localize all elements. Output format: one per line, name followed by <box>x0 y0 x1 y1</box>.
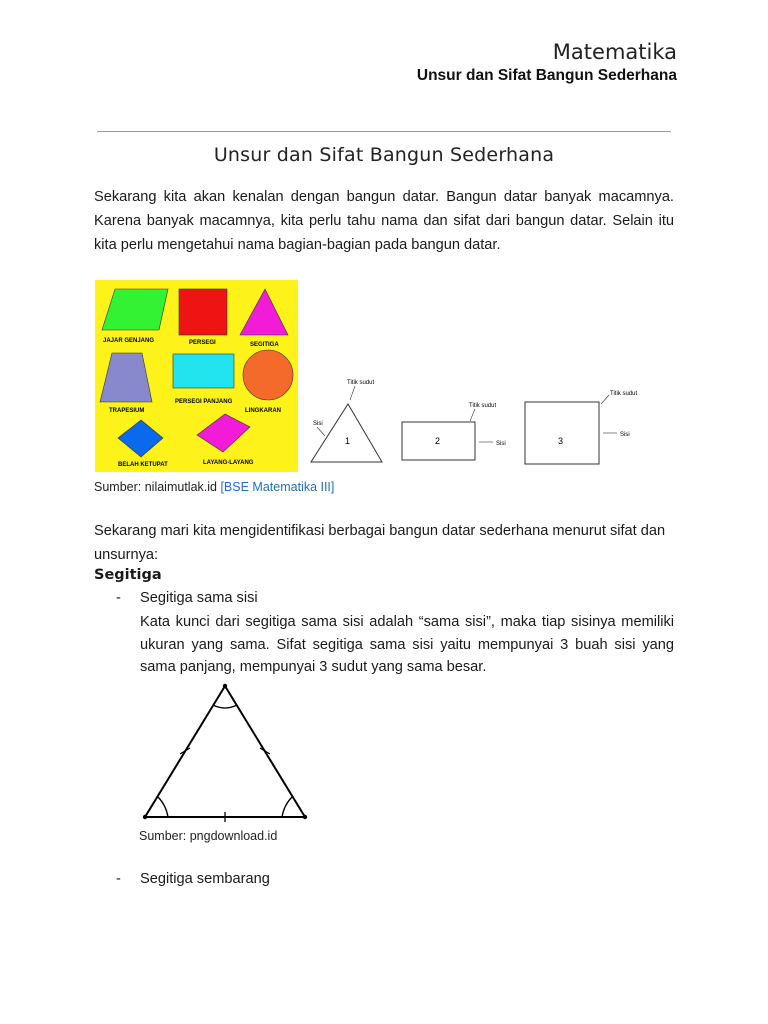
figure1-caption-source: Sumber: nilaimutlak.id <box>94 480 221 494</box>
label-trapezoid: TRAPESIUM <box>109 408 145 414</box>
side-arrow-1 <box>317 427 325 436</box>
list-item-scalene: Segitiga sembarang <box>140 871 270 887</box>
triangle-shape <box>240 289 288 335</box>
vertex-arrow-3 <box>601 395 609 404</box>
label-triangle: SEGITIGA <box>250 342 279 348</box>
header-title: Matematika <box>552 40 677 64</box>
diagram-number-2: 2 <box>435 436 441 446</box>
equilateral-description: Kata kunci dari segitiga sama sisi adalah “sama sisi”, maka tiap sisinya memiliki ukuran yang sama. Sifat segitiga sama sisi yaitu mempunyai 3 buah sisi yang sama panjang, mempunyai 3 sudut yang sama besar. <box>140 614 674 675</box>
header-divider <box>97 131 671 132</box>
vertex-label-3: Titik sudut <box>610 391 638 397</box>
vertex-left <box>143 815 147 819</box>
equilateral-triangle-figure <box>138 680 314 822</box>
triangle-outline <box>145 686 305 817</box>
list-bullet: - <box>116 590 121 606</box>
figure1-caption <box>94 480 334 494</box>
vertex-right <box>303 815 307 819</box>
list-bullet: - <box>116 871 121 887</box>
side-label-3: Sisi <box>620 432 630 438</box>
square-shape <box>179 289 227 335</box>
label-square: PERSEGI <box>189 340 216 346</box>
circle-shape <box>243 350 293 400</box>
elements-svg <box>303 370 648 470</box>
page-title: Unsur dan Sifat Bangun Sederhana <box>213 144 555 166</box>
section-heading: Segitiga <box>94 567 162 583</box>
parallelogram-shape <box>102 289 168 330</box>
angle-arc-right <box>282 797 292 817</box>
label-kite: LAYANG-LAYANG <box>203 460 254 466</box>
angle-arc-top <box>213 705 237 708</box>
diagram-number-3: 3 <box>558 436 564 446</box>
label-rectangle: PERSEGI PANJANG <box>175 399 233 405</box>
shape-elements-diagram <box>303 370 648 470</box>
equilateral-svg <box>138 680 314 822</box>
diagram-number-1: 1 <box>345 436 351 446</box>
kite-shape <box>197 414 250 452</box>
trapezoid-shape <box>100 353 152 402</box>
figure1-caption-link[interactable]: [BSE Matematika III] <box>220 480 335 494</box>
vertex-label-2: Titik sudut <box>469 403 497 409</box>
diagram-triangle <box>311 404 382 462</box>
label-rhombus: BELAH KETUPAT <box>118 462 168 468</box>
rhombus-shape <box>118 420 163 457</box>
shapes-figure <box>95 280 298 472</box>
rectangle-shape <box>173 354 234 388</box>
header-subtitle: Unsur dan Sifat Bangun Sederhana <box>416 67 677 84</box>
vertex-label-1: Titik sudut <box>347 380 375 386</box>
vertex-top <box>223 684 227 688</box>
diagram-square <box>525 402 599 464</box>
angle-arc-left <box>158 797 168 817</box>
intro-paragraph: Sekarang kita akan kenalan dengan bangun datar. Bangun datar banyak macamnya. Karena banyak macamnya, kita perlu tahu nama dan sifat dari bangun datar. Selain itu kita perlu mengetahui nama bagian-bagian pada bangun datar. <box>94 189 674 253</box>
label-circle: LINGKARAN <box>245 408 281 414</box>
identify-paragraph: Sekarang mari kita mengidentifikasi berbagai bangun datar sederhana menurut sifat dan unsurnya: <box>94 523 666 563</box>
list-item-equilateral: Segitiga sama sisi <box>140 590 258 606</box>
vertex-arrow-1 <box>350 386 355 400</box>
figure2-caption: Sumber: pngdownload.id <box>139 829 278 843</box>
vertex-arrow-2 <box>470 409 475 421</box>
shapes-svg <box>95 280 298 472</box>
side-label-2: Sisi <box>496 441 506 447</box>
side-label-1: Sisi <box>313 421 323 427</box>
label-parallelogram: JAJAR GENJANG <box>103 338 155 344</box>
